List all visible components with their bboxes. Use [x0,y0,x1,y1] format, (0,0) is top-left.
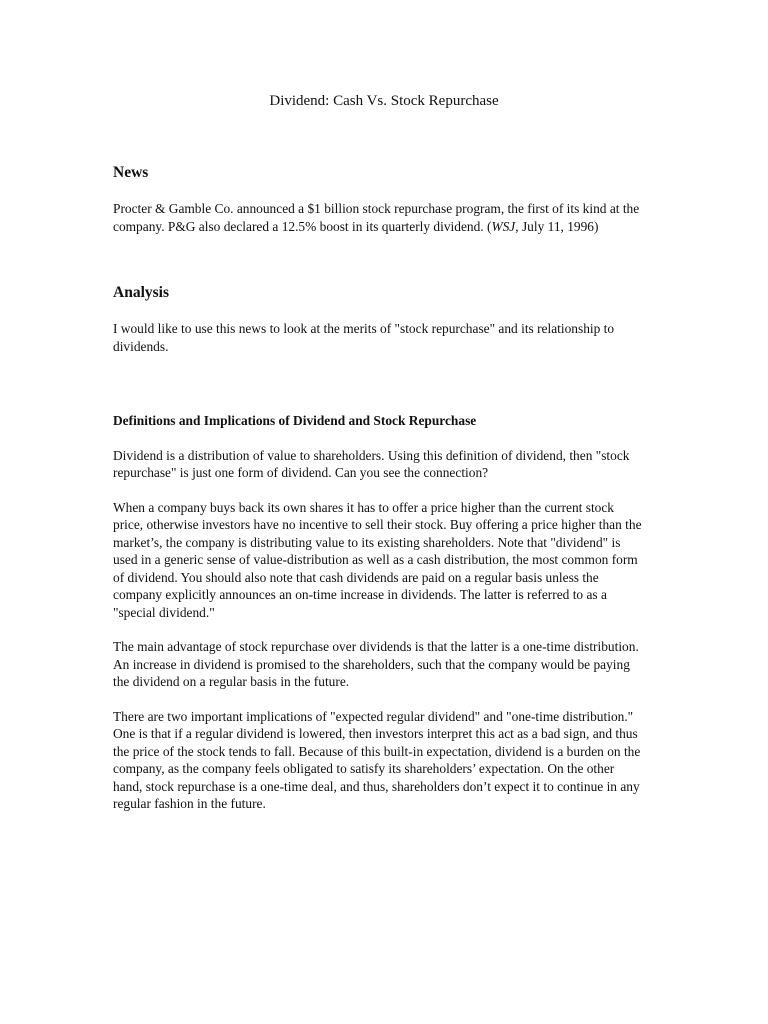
news-paragraph [113,200,643,235]
document-body [113,163,643,830]
definitions-paragraph-1: Dividend is a distribution of value to shareholders. Using this definition of dividend, then "stock repurchase" is just one form of dividend. Can you see the connection? [113,447,630,480]
news-citation-source: WSJ [491,218,516,234]
definitions-paragraph-4: There are two important implications of "expected regular dividend" and "one-time distribution." One is that if a regular dividend is lowered, then investors interpret this act as a bad sign, and thus the price of the stock tends to fall. Because of this built-in expectation, dividend is a burden on the company, as the company feels obligated to satisfy its shareholders’ expectation. On the other hand, stock repurchase is a one-time deal, and thus, shareholders don’t expect it to continue in any regular fashion in the future. [113,708,641,811]
news-paragraph-text: Procter & Gamble Co. announced a $1 billion stock repurchase program, the first of its kind at the company. P&G also declared a 12.5% boost in its quarterly dividend. ( [113,201,640,234]
analysis-paragraph: I would like to use this news to look at the merits of "stock repurchase" and its relationship to dividends. [113,321,615,354]
news-citation-date: , July 11, 1996) [515,218,599,234]
analysis-heading: Analysis [113,284,169,301]
definitions-paragraph-3: The main advantage of stock repurchase over dividends is that the latter is a one-time distribution. An increase in dividend is promised to the shareholders, such that the company would be paying the dividend on a regular basis in the future. [113,639,639,689]
definitions-paragraph-2: When a company buys back its own shares it has to offer a price higher than the current stock price, otherwise investors have no incentive to sell their stock. Buy offering a price higher than the market’s, the company is distributing value to its existing shareholders. Note that "dividend" is used in a generic sense of value-distribution as well as a cash distribution, the most common form of dividend. You should also note that cash dividends are paid on a regular basis unless the company explicitly announces an on-time increase in dividends. The latter is referred to as a "special dividend." [113,499,642,620]
news-heading: News [113,164,149,181]
definitions-heading: Definitions and Implications of Dividend and Stock Repurchase [113,413,477,428]
document-title: Dividend: Cash Vs. Stock Repurchase [269,93,499,109]
